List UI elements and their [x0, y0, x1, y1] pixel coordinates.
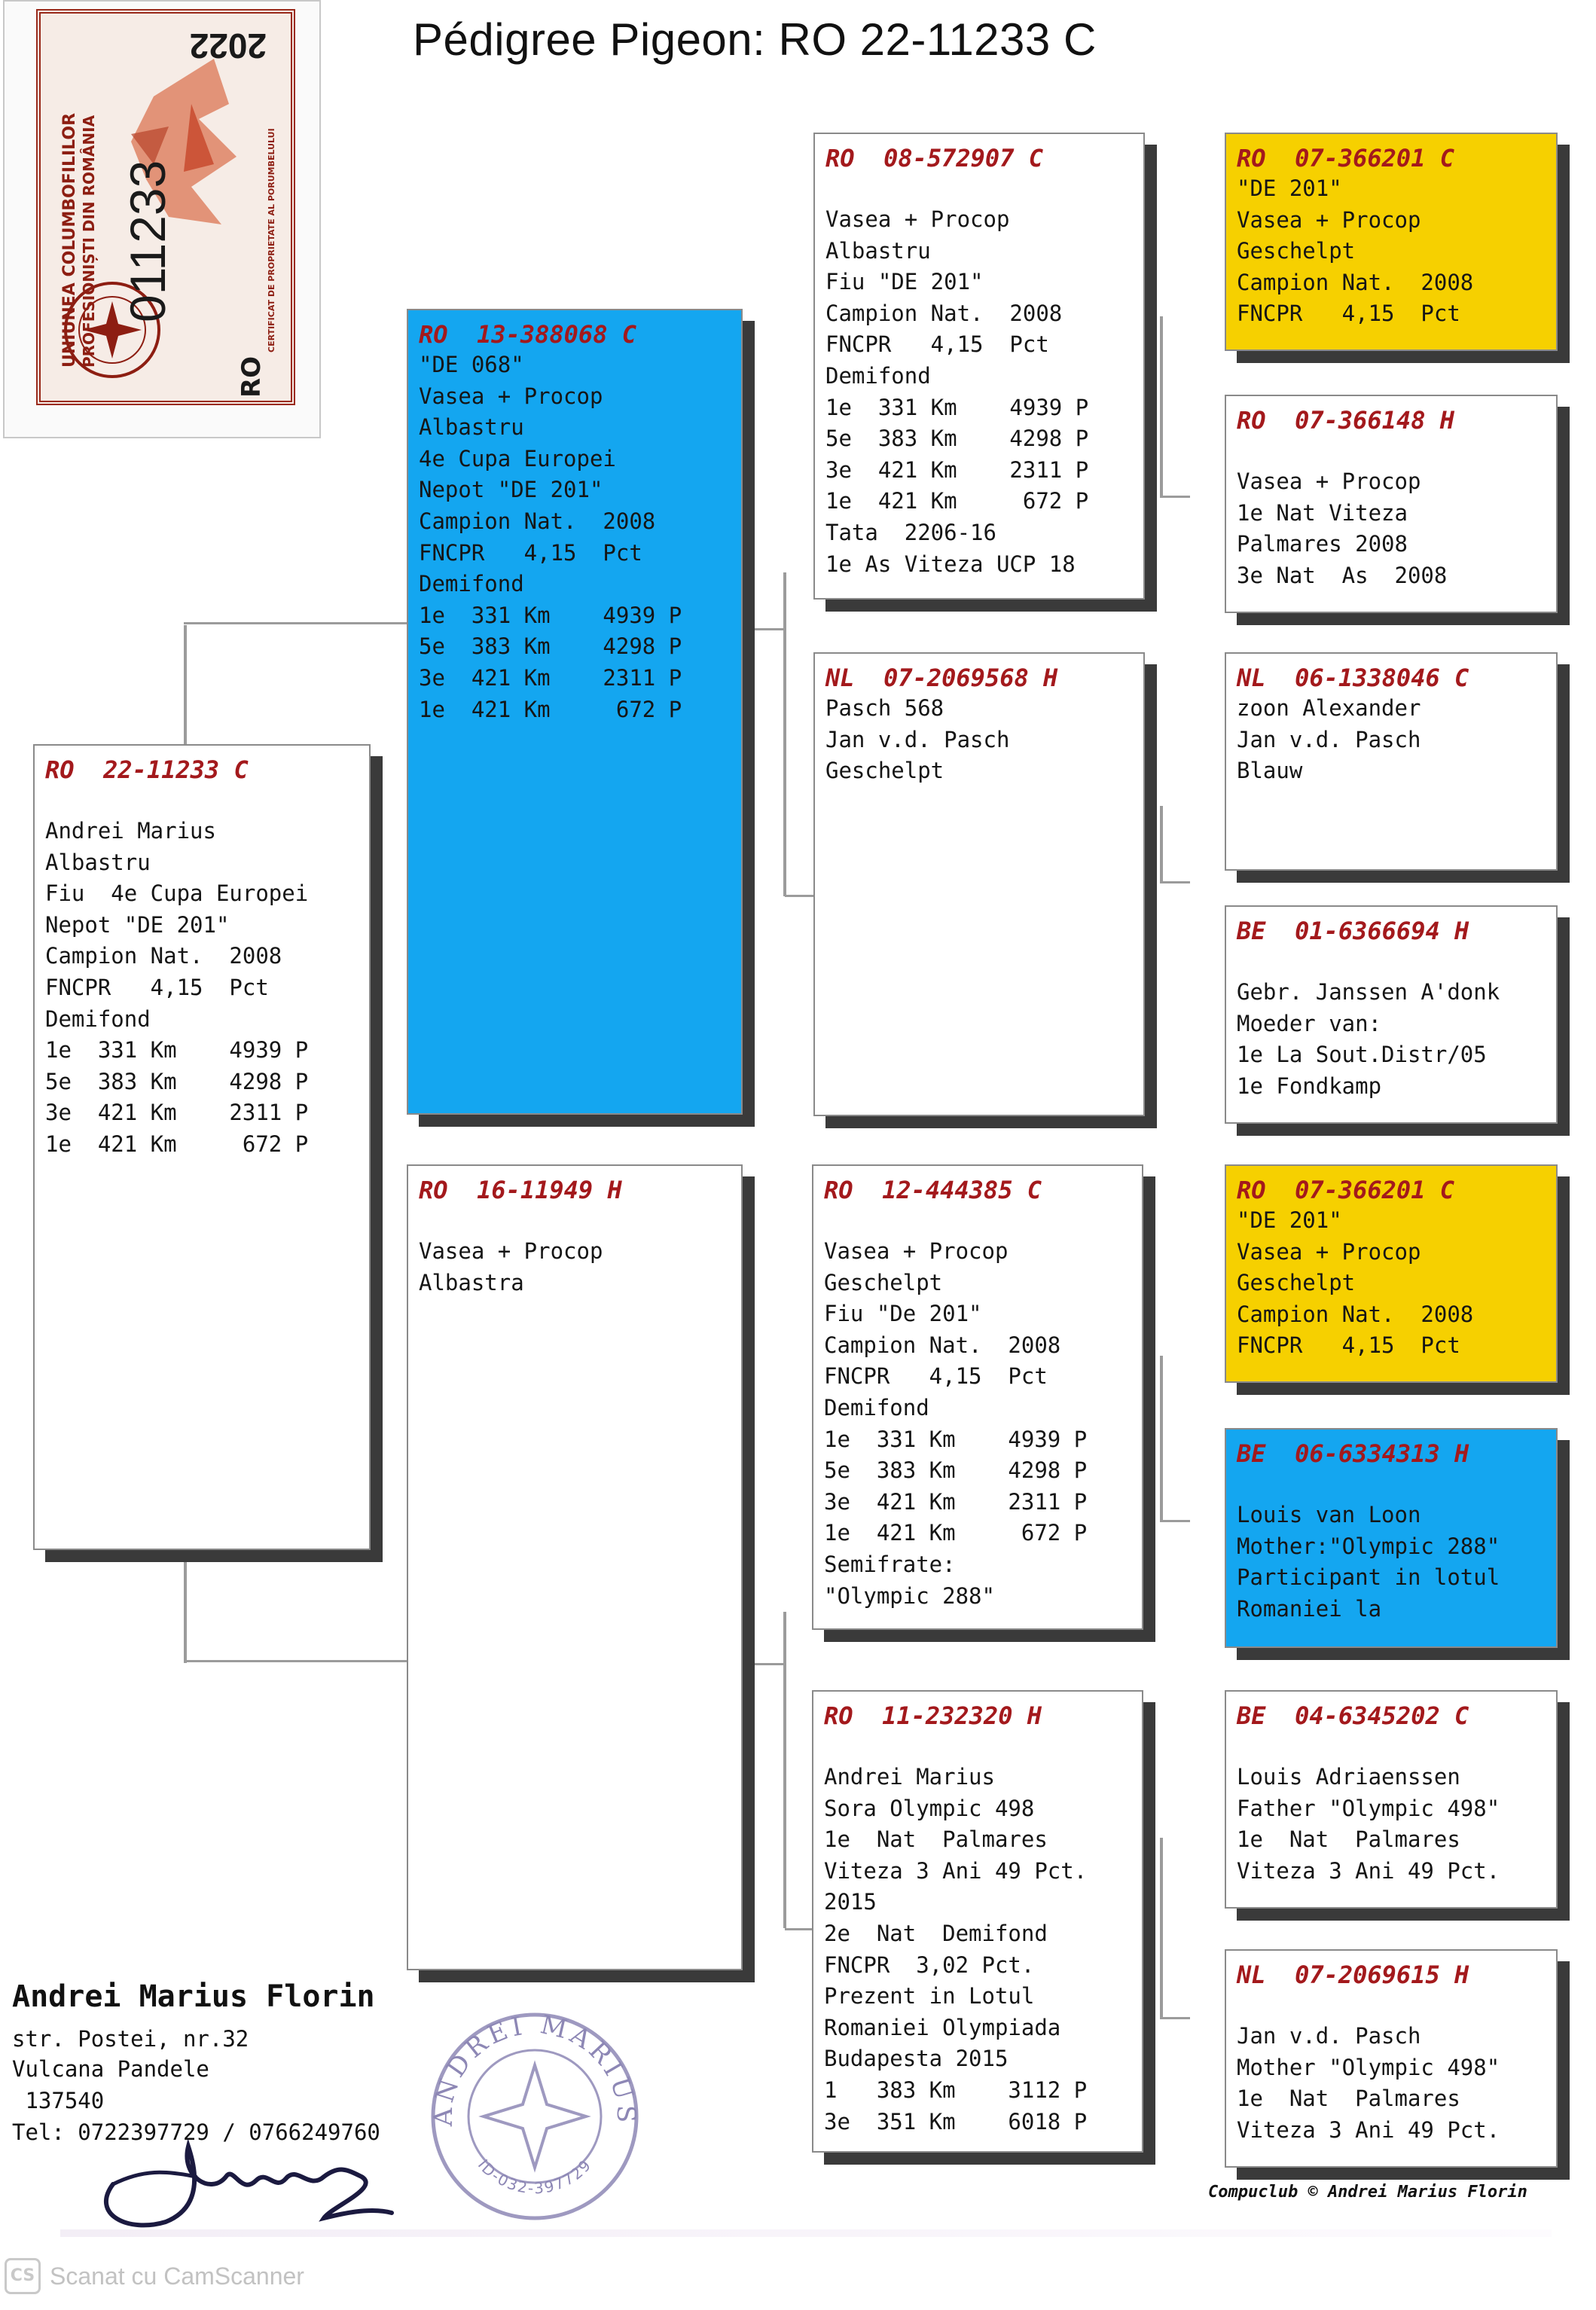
pigeon-details: [1237, 1990, 1549, 2146]
detail-line: Jan v.d. Pasch: [825, 726, 1010, 752]
detail-line: 1e 421 Km 672 P: [419, 696, 682, 722]
detail-line: "Olympic 288": [824, 1582, 995, 1609]
detail-line: 1e 331 Km 4939 P: [419, 602, 682, 628]
pigeon-card-sire: [407, 309, 743, 1115]
certificate-org-line1: UNIUNEA COLUMBOFILILOR: [60, 112, 79, 368]
detail-line: 1e Nat Viteza: [1237, 499, 1408, 526]
detail-line: Father "Olympic 498": [1237, 1795, 1500, 1821]
pigeon-card-sds: [1225, 652, 1558, 871]
detail-line: Romaniei la: [1237, 1595, 1382, 1622]
detail-line: "DE 201": [1237, 1207, 1342, 1233]
ring-number: RO 12-444385 C: [824, 1176, 1042, 1204]
detail-line: Sora Olympic 498: [824, 1795, 1035, 1821]
pigeon-card-dam-dam: [812, 1690, 1143, 2153]
detail-line: Vasea + Procop: [1237, 206, 1421, 233]
detail-line: Campion Nat. 2008: [45, 943, 282, 969]
detail-line: 3e Nat As 2008: [1237, 562, 1448, 588]
pigeon-card-ddd: [1225, 1949, 1558, 2168]
pigeon-details: [419, 1205, 734, 1298]
detail-line: 3e 421 Km 2311 P: [824, 1488, 1088, 1515]
detail-line: Andrei Marius: [824, 1764, 995, 1790]
detail-line: Fiu "De 201": [824, 1301, 982, 1327]
detail-line: 5e 383 Km 4298 P: [419, 633, 682, 660]
ring-number: BE 01-6366694 H: [1237, 917, 1469, 945]
pigeon-card-sire-dam: [813, 652, 1145, 1116]
connector-line: [755, 628, 785, 630]
pigeon-card-sire-sire: [813, 133, 1145, 600]
detail-line: 1e 421 Km 672 P: [824, 1520, 1088, 1546]
certificate-ring-number: 011233: [120, 160, 175, 322]
scan-edge-band: [60, 2229, 1552, 2237]
detail-line: Palmares 2008: [1237, 531, 1408, 557]
ring-number: BE 04-6345202 C: [1237, 1701, 1469, 1730]
detail-line: Semifrate:: [824, 1551, 956, 1577]
owner-phone: Tel: 0722397729 / 0766249760: [12, 2119, 380, 2145]
connector-line: [1160, 496, 1190, 498]
detail-line: Vasea + Procop: [419, 1238, 603, 1264]
detail-line: 1e 421 Km 672 P: [45, 1131, 309, 1157]
detail-line: 1e 331 Km 4939 P: [45, 1037, 309, 1063]
certificate-year: 2022: [189, 26, 267, 66]
detail-line: FNCPR 4,15 Pct: [824, 1363, 1048, 1390]
detail-line: Demifond: [824, 1394, 929, 1420]
detail-line: Vasea + Procop: [825, 206, 1010, 232]
detail-line: 1 383 Km 3112 P: [824, 2077, 1088, 2103]
pigeon-details: [1237, 693, 1549, 787]
pigeon-details: [825, 173, 1136, 580]
detail-line: 3e 421 Km 2311 P: [419, 664, 682, 691]
detail-line: 5e 383 Km 4298 P: [825, 426, 1089, 452]
pigeon-details: [1237, 173, 1549, 330]
ring-number: RO 07-366201 C: [1237, 1176, 1454, 1204]
detail-line: Demifond: [419, 571, 524, 597]
detail-line: Geschelpt: [1237, 238, 1356, 264]
connector-line: [1160, 806, 1163, 881]
detail-line: 1e La Sout.Distr/05: [1237, 1042, 1487, 1068]
connector-line: [184, 622, 407, 624]
connector-line: [184, 625, 187, 746]
pigeon-card-dsd: [1225, 1428, 1558, 1648]
connector-line: [1160, 2017, 1190, 2019]
ring-number: RO 16-11949 H: [419, 1176, 622, 1204]
connector-line: [1160, 316, 1163, 497]
detail-line: Nepot "DE 201": [419, 477, 603, 503]
connector-line: [1160, 1356, 1163, 1521]
detail-line: Viteza 3 Ani 49 Pct.: [1237, 2116, 1500, 2143]
pigeon-details: [824, 1731, 1134, 2138]
ring-number: RO 11-232320 H: [824, 1701, 1042, 1730]
owner-address-city: Vulcana Pandele: [12, 2056, 209, 2082]
detail-line: zoon Alexander: [1237, 695, 1421, 721]
detail-line: 2e Nat Demifond: [824, 1920, 1048, 1946]
connector-line: [1160, 1838, 1163, 2019]
detail-line: Geschelpt: [825, 758, 944, 784]
detail-line: FNCPR 4,15 Pct: [1237, 301, 1460, 327]
footer-credit: Compuclub © Andrei Marius Florin: [1208, 2183, 1527, 2202]
pigeon-card-ssd: [1225, 395, 1558, 613]
pigeon-details: [1237, 1731, 1549, 1887]
ring-number: NL 06-1338046 C: [1237, 664, 1469, 692]
certificate-country: RO: [237, 356, 267, 398]
pigeon-card-dam-sire: [812, 1164, 1143, 1630]
detail-line: Campion Nat. 2008: [824, 1332, 1061, 1358]
detail-line: Louis van Loon: [1237, 1502, 1421, 1527]
certificate-ownership-text: CERTIFICAT DE PROPRIETATE AL PORUMBELULUI: [267, 128, 276, 352]
pigeon-card-sdd: [1225, 905, 1558, 1124]
pigeon-details: [1237, 946, 1549, 1102]
detail-line: Nepot "DE 201": [45, 911, 230, 938]
detail-line: Prezent in Lotul: [824, 1983, 1035, 2009]
detail-line: Demifond: [45, 1005, 151, 1032]
owner-postal-code: 137540: [12, 2088, 105, 2113]
detail-line: Albastra: [419, 1269, 524, 1295]
connector-line: [1160, 881, 1190, 883]
detail-line: Vasea + Procop: [824, 1238, 1009, 1264]
detail-line: Campion Nat. 2008: [825, 300, 1063, 326]
detail-line: Jan v.d. Pasch: [1237, 726, 1421, 752]
detail-line: "DE 201": [1237, 175, 1342, 201]
owner-signature: [83, 2124, 444, 2237]
detail-line: Albastru: [45, 849, 151, 875]
detail-line: 1e As Viteza UCP 18: [825, 551, 1076, 577]
detail-line: 1e Fondkamp: [1237, 1073, 1382, 1099]
detail-line: 1e 421 Km 672 P: [825, 488, 1089, 514]
pigeon-details: [1237, 1205, 1549, 1362]
detail-line: Blauw: [1237, 758, 1303, 784]
detail-line: FNCPR 4,15 Pct: [45, 974, 269, 1000]
ring-number: RO 08-572907 C: [825, 144, 1043, 172]
detail-line: 5e 383 Km 4298 P: [824, 1457, 1088, 1484]
detail-line: Andrei Marius: [45, 818, 216, 844]
pigeon-card-dam: [407, 1164, 743, 1970]
detail-line: 1e Nat Palmares: [1237, 1826, 1460, 1853]
detail-line: FNCPR 4,15 Pct: [419, 539, 642, 566]
camscanner-logo-icon: CS: [5, 2258, 41, 2294]
detail-line: Budapesta 2015: [824, 2046, 1009, 2072]
connector-line: [184, 1660, 407, 1662]
detail-line: Campion Nat. 2008: [419, 508, 656, 534]
detail-line: 4e Cupa Europei: [419, 445, 616, 471]
detail-line: FNCPR 4,15 Pct: [825, 331, 1049, 358]
detail-line: Participant in lotul: [1237, 1564, 1500, 1591]
pigeon-card-dss: [1225, 1164, 1558, 1383]
detail-line: Gebr. Janssen A'donk: [1237, 979, 1500, 1005]
certificate-frame: [36, 9, 295, 405]
owner-name: Andrei Marius Florin: [12, 1979, 375, 2014]
stamp-title: ANDREI MARIUS: [428, 2009, 642, 2127]
detail-line: 1e 331 Km 4939 P: [825, 394, 1089, 420]
detail-line: 3e 421 Km 2311 P: [45, 1100, 309, 1126]
detail-line: Geschelpt: [824, 1269, 943, 1295]
connector-line: [1160, 1520, 1190, 1522]
detail-line: Campion Nat. 2008: [1237, 269, 1474, 295]
detail-line: Mother:"Olympic 288": [1237, 1533, 1500, 1559]
detail-line: 1e Nat Palmares: [1237, 2086, 1460, 2112]
pigeon-details: [45, 785, 362, 1161]
detail-line: Viteza 3 Ani 49 Pct.: [824, 1857, 1088, 1884]
svg-text:ID-032-397729: [475, 2156, 596, 2198]
detail-line: Moeder van:: [1237, 1010, 1382, 1036]
detail-line: Mother "Olympic 498": [1237, 2054, 1500, 2080]
connector-line: [785, 895, 815, 897]
detail-line: Campion Nat. 2008: [1237, 1301, 1474, 1327]
connector-line: [184, 1558, 187, 1663]
camscanner-watermark: Scanat cu CamScanner: [50, 2263, 304, 2290]
detail-line: Fiu 4e Cupa Europei: [45, 880, 309, 907]
stamp-id: ID-032-397729: [474, 2155, 596, 2198]
pigeon-details: [419, 349, 734, 725]
detail-line: Fiu "DE 201": [825, 269, 984, 295]
connector-line: [755, 1663, 785, 1665]
page-title: Pédigree Pigeon: RO 22-11233 C: [413, 14, 1097, 65]
detail-line: Jan v.d. Pasch: [1237, 2023, 1421, 2049]
ownership-certificate: [3, 0, 321, 438]
certificate-org-line2: PROFESIONIȘTI DIN ROMÂNIA: [80, 114, 98, 368]
connector-line: [785, 1928, 815, 1930]
ring-number: RO 07-366148 H: [1237, 406, 1454, 435]
owner-stamp: [422, 2003, 648, 2229]
owner-address-street: str. Postei, nr.32: [12, 2026, 249, 2052]
detail-line: 3e 421 Km 2311 P: [825, 456, 1089, 483]
pigeon-card-sss: [1225, 133, 1558, 351]
pigeon-card-dds: [1225, 1690, 1558, 1909]
detail-line: "DE 068": [419, 352, 524, 377]
ring-number: RO 13-388068 C: [419, 320, 636, 349]
detail-line: 1e 331 Km 4939 P: [824, 1426, 1088, 1452]
detail-line: Demifond: [825, 362, 931, 389]
ring-number: RO 07-366201 C: [1237, 144, 1454, 172]
detail-line: Louis Adriaenssen: [1237, 1764, 1460, 1790]
pigeon-card-subject: [33, 744, 371, 1550]
detail-line: 3e 351 Km 6018 P: [824, 2108, 1088, 2135]
detail-line: Vasea + Procop: [1237, 1238, 1421, 1265]
pigeon-details: [824, 1205, 1134, 1612]
detail-line: Viteza 3 Ani 49 Pct.: [1237, 1857, 1500, 1884]
detail-line: 2015: [824, 1889, 877, 1915]
detail-line: Vasea + Procop: [419, 383, 603, 409]
ring-number: RO 22-11233 C: [45, 755, 249, 784]
ring-number: NL 07-2069615 H: [1237, 1961, 1469, 1989]
connector-line: [783, 572, 786, 896]
detail-line: Geschelpt: [1237, 1270, 1356, 1296]
detail-line: Romaniei Olympiada: [824, 2014, 1061, 2040]
pigeon-details: [1237, 435, 1549, 591]
detail-line: Albastru: [419, 414, 524, 441]
pigeon-details: [825, 693, 1136, 787]
detail-line: Vasea + Procop: [1237, 468, 1421, 494]
detail-line: FNCPR 3,02 Pct.: [824, 1951, 1035, 1978]
pigeon-details: [1237, 1469, 1549, 1625]
detail-line: 1e Nat Palmares: [824, 1826, 1048, 1853]
detail-line: 5e 383 Km 4298 P: [45, 1068, 309, 1094]
detail-line: FNCPR 4,15 Pct: [1237, 1332, 1460, 1359]
ring-number: NL 07-2069568 H: [825, 664, 1058, 692]
ring-number: BE 06-6334313 H: [1237, 1439, 1469, 1468]
detail-line: Pasch 568: [825, 695, 944, 721]
detail-line: Albastru: [825, 237, 931, 264]
detail-line: Tata 2206-16: [825, 519, 996, 545]
connector-line: [783, 1612, 786, 1928]
